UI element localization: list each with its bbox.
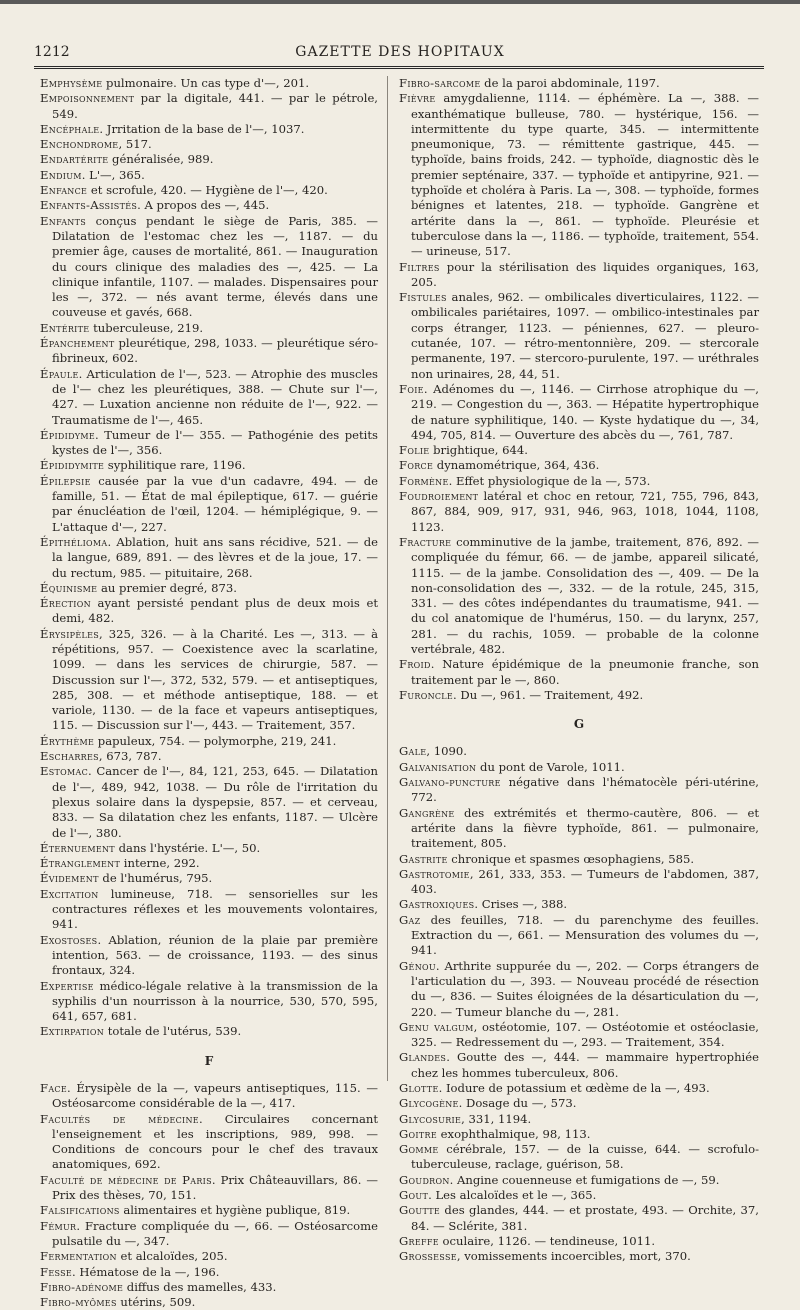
index-references: . Iodure de potassium et œdème de la —, 493.	[438, 1081, 710, 1095]
index-term: Épididymite	[40, 458, 105, 473]
index-term: Gaz	[399, 912, 421, 927]
index-references: . Nature épidémique de la pneumonie franche, son traitement par le —, 860.	[411, 657, 759, 687]
index-references: pour la stérilisation des liquides organiques, 163, 205.	[411, 259, 759, 289]
index-references: diffus des mamelles, 433.	[123, 1279, 277, 1294]
index-references: . Ablation, huit ans sans récidive, 521. — de la langue, 689, 891. — des lèvres et de la joue, 17. — du rectum, 985. — pituitaire, 268.	[52, 534, 378, 580]
index-references: . Fracture compliquée du —, 66. — Ostéosarcome pulsatile du —, 347.	[52, 1218, 378, 1248]
index-entry	[399, 1020, 759, 1051]
index-term: Glotte	[399, 1081, 439, 1095]
index-entry	[40, 887, 378, 933]
index-entry	[40, 764, 378, 840]
index-entry	[399, 744, 759, 759]
index-references: par la digitale, 441. — par le pétrole, 549.	[52, 91, 378, 121]
index-entry	[40, 1173, 378, 1204]
index-references: négative dans l'hématocèle péri-utérine, 772.	[411, 775, 759, 805]
index-entry	[399, 1050, 759, 1081]
index-entry	[40, 321, 378, 336]
index-entry	[399, 1142, 759, 1173]
index-entry	[399, 76, 759, 91]
index-references: médico-légale relative à la transmission de la syphilis d'un nourrisson à la nourrice, 530, 570, 595, 641, 657, 681.	[52, 978, 378, 1024]
index-term: Estomac	[40, 764, 89, 779]
index-entry	[399, 913, 759, 959]
index-references: utérins, 509.	[116, 1295, 196, 1310]
index-references: alimentaires et hygiène publique, 819.	[119, 1203, 351, 1218]
index-entry	[40, 979, 378, 1025]
index-references: , ostéotomie, 107. — Ostéotomie et ostéoclasie, 325. — Redressement du —, 293. — Traitement, 354.	[411, 1019, 759, 1050]
index-references: , 261, 333, 353. — Tumeurs de l'abdomen, 387, 403.	[411, 866, 759, 897]
index-term: Greffe	[399, 1233, 439, 1248]
index-term: Genu valgum	[399, 1019, 474, 1034]
index-term: Épanchement	[40, 336, 115, 351]
index-references: , 325, 326. — à la Charité. Les —, 313. — à répétitions, 957. — Coexistence avec la scarlatine, 1099. — dans les services de chirurgie, 587. — Discussion sur l'—, 372, 532, 579. — et antiseptiques, 285, 308. — et méthode antiseptique, 188. — et variole, 1130. — de la face et vapeurs antiseptiques, 115. — Discussion sur l'—, 443. — Traitement, 357.	[52, 626, 378, 733]
index-entry	[399, 1234, 759, 1249]
index-term: Excitation	[40, 886, 99, 901]
index-entry	[40, 841, 378, 856]
letter-heading: G	[573, 717, 585, 732]
index-term: Enfance	[40, 183, 88, 198]
index-entry	[399, 489, 759, 535]
index-entry	[399, 657, 759, 688]
index-term: Filtres	[399, 259, 440, 274]
index-references: oculaire, 1126. — tendineuse, 1011.	[438, 1233, 656, 1248]
index-references: . Angine couenneuse et fumigations de —, 59.	[449, 1172, 720, 1187]
index-entry	[399, 1173, 759, 1188]
index-references: papuleux, 754. — polymorphe, 219, 241.	[94, 733, 337, 748]
index-term: Glycogène	[399, 1096, 459, 1111]
index-entry	[40, 1249, 378, 1264]
index-references: et alcaloïdes, 205.	[116, 1249, 228, 1264]
index-references: conçus pendant le siège de Paris, 385. — Dilatation de l'estomac chez les —, 1187. — du premier âge, causes de mortalité, 861. — Inauguration du cours clinique des maladies des —, 425. — La clinique infantile, 1107. — malades. Dispensaires pour les —, 372. — nés avant terme, élevés dans une couveuse et gavés, 668.	[52, 213, 378, 320]
index-references: de la paroi abdominale, 1197.	[480, 76, 660, 90]
index-references: . Les alcaloïdes et le —, 365.	[428, 1188, 597, 1203]
index-term: Fibro-myômes	[40, 1295, 117, 1310]
index-term: Équinisme	[40, 580, 98, 595]
index-entry	[40, 856, 378, 871]
index-term: Gomme	[399, 1142, 439, 1157]
index-term: Gangrène	[399, 805, 455, 820]
index-references: dans l'hystérie. L'—, 50.	[114, 840, 261, 855]
index-entry	[40, 214, 378, 321]
index-references: latéral et choc en retour, 721, 755, 796, 843, 867, 884, 909, 917, 931, 946, 963, 1018, 1044, 1108, 1123.	[411, 489, 759, 534]
right-column	[399, 76, 759, 1265]
index-term: Érysipèles	[40, 626, 100, 641]
index-term: Encéphale	[40, 121, 100, 136]
index-entry	[399, 867, 759, 898]
index-entry	[40, 596, 378, 627]
index-term: Grossesse	[399, 1249, 457, 1264]
index-entry	[399, 1249, 759, 1264]
index-term: Gale	[399, 744, 427, 759]
index-entry	[40, 137, 378, 152]
index-references: , 517.	[118, 137, 152, 152]
index-references: . Prix Châteauvillars, 86. — Prix des thèses, 70, 151.	[52, 1172, 378, 1203]
index-entry	[399, 897, 759, 912]
index-term: Exostoses	[40, 932, 98, 947]
index-term: Foudroiement	[399, 489, 479, 504]
index-references: . Articulation de l'—, 523. — Atrophie des muscles de l'— chez les pleurétiques, 388. — Chute sur l'—, 427. — Luxation ancienne non réduite de l'—, 922. — Traumatisme de l'—, 465.	[52, 366, 378, 427]
index-references: pulmonaire. Un cas type d'—, 201.	[102, 76, 310, 90]
index-references: cérébrale, 157. — de la cuisse, 644. — scrofulo-tuberculeuse, raclage, guérison, 58.	[411, 1142, 759, 1172]
index-term: Gout	[399, 1188, 429, 1203]
index-term: Facultés de médecine	[40, 1111, 199, 1126]
index-references: . A propos des —, 445.	[137, 198, 270, 213]
index-references: syphilitique rare, 1196.	[104, 458, 246, 473]
index-references: du pont de Varole, 1011.	[476, 759, 625, 774]
index-references: , 331, 1194.	[461, 1111, 532, 1126]
index-term: Érection	[40, 596, 91, 611]
index-term: Fermentation	[40, 1249, 117, 1264]
index-entry	[399, 535, 759, 657]
index-references: tuberculeuse, 219.	[89, 320, 204, 335]
index-references: . Tumeur de l'— 355. — Pathogénie des petits kystes de l'—, 356.	[52, 427, 378, 458]
index-entry	[40, 1265, 378, 1280]
index-entry	[399, 458, 759, 473]
index-term: Génou	[399, 958, 436, 973]
left-column	[40, 76, 378, 1310]
index-entry	[40, 1081, 378, 1112]
index-entry	[40, 198, 378, 213]
index-references: , 673, 787.	[98, 749, 162, 764]
index-term: Fièvre	[399, 91, 436, 106]
index-term: Épilepsie	[40, 473, 91, 488]
index-entry	[40, 627, 378, 734]
index-entry	[40, 458, 378, 473]
index-entry	[399, 474, 759, 489]
index-term: Folie	[399, 443, 430, 458]
index-term: Fesse	[40, 1264, 73, 1279]
index-references: exophthalmique, 98, 113.	[436, 1126, 591, 1141]
index-term: Emphysème	[40, 76, 103, 90]
index-references: . Érysipèle de la —, vapeurs antiseptiques, 115. — Ostéosarcome considérable de la —, 417.	[52, 1081, 378, 1111]
index-term: Falsifications	[40, 1203, 120, 1218]
index-entry	[40, 1295, 378, 1310]
index-entry	[40, 474, 378, 535]
index-entry	[40, 1280, 378, 1295]
index-term: Glycosurie	[399, 1111, 462, 1126]
index-entry	[40, 1112, 378, 1173]
index-references: . Ablation, réunion de la plaie par première intention, 563. — de croissance, 1193. — des sinus frontaux, 324.	[52, 932, 378, 978]
index-references: , 1090.	[426, 744, 467, 759]
index-term: Évidement	[40, 871, 99, 886]
index-term: Endium	[40, 167, 82, 182]
index-entry	[399, 1203, 759, 1234]
index-entry	[40, 428, 378, 459]
index-entry	[40, 76, 378, 91]
index-references: au premier degré, 873.	[97, 580, 237, 595]
index-term: Épididyme	[40, 427, 96, 442]
index-references: . Effet physiologique de la —, 573.	[448, 473, 651, 488]
index-entry	[399, 1096, 759, 1111]
index-term: Furoncle	[399, 687, 454, 702]
index-references: comminutive de la jambe, traitement, 876, 892. — compliquée du fémur, 66. — de jambe, appareil silicaté, 1115. — de la jambe. Consolidation des —, 409. — De la non-consolidation des —, 332. — de la rotule, 245, 315, 331. — des côtes indépendantes du traumatisme, 941. — du col anatomique de l'humérus, 150. — du larynx, 257, 281. — du rachis, 1059. — probable de la colonne vertébrale, 482.	[411, 534, 759, 656]
index-references: . Goutte des —, 444. — mammaire hypertrophiée chez les hommes tuberculeux, 806.	[411, 1050, 759, 1080]
index-term: Épithélioma	[40, 534, 108, 549]
index-term: Fistules	[399, 290, 447, 305]
index-references: anales, 962. — ombilicales diverticulaires, 1122. — ombilicales pariétaires, 1097. — ombilico-intestinales par corps étranger, 1123. — péniennes, 627. — pleuro-cutanée, 107. — rétro-mentonnière, 209. — stercorale permanente, 197. — stercoro-purulente, 197. — uréthrales non urinaires, 28, 44, 51.	[411, 290, 759, 381]
index-references: . Crises —, 388.	[474, 897, 568, 912]
index-term: Goitre	[399, 1126, 437, 1141]
index-term: Entérite	[40, 320, 90, 335]
index-term: Expertise	[40, 978, 94, 993]
index-references: . Jrritation de la base de l'—, 1037.	[99, 121, 305, 136]
index-references: lumineuse, 718. — sensorielles sur les contractures réflexes et les mouvements volontaires, 941.	[52, 886, 378, 932]
index-term: Formène	[399, 473, 449, 488]
index-entry	[40, 871, 378, 886]
index-entry	[399, 775, 759, 806]
index-references: interne, 292.	[120, 856, 200, 871]
index-references: . Adénomes du —, 1146. — Cirrhose atrophique du —, 219. — Congestion du —, 363. — Hépatite hypertrophique de nature syphilitique, 140. — Kyste hydatique du —, 34, 494, 705, 814. — Ouverture des abcès du —, 761, 787.	[411, 381, 759, 442]
index-entry	[399, 443, 759, 458]
index-entry	[399, 91, 759, 259]
index-references: causée par la vue d'un cadavre, 494. — de famille, 51. — État de mal épileptique, 617. — guérie par énucléation de l'œil, 1204. — hémiplégique, 9. — L'attaque d'—, 227.	[52, 473, 378, 534]
index-term: Fibro-sarcome	[399, 76, 481, 90]
page-number: 1212	[34, 44, 70, 60]
index-references: amygdalienne, 1114. — éphémère. La —, 388. — exanthématique bulleuse, 780. — hystérique, 156. — intermittente du type quarte, 345. — intermittente pneumonique, 73. — rémittente gastrique, 445. — typhoïde, bains froids, 242. — typhoïde, diagnostic dès le premier septénaire, 337. — typhoïde et antipyrine, 921. — typhoïde et choléra à Paris. La —, 308. — typhoïde, formes bénignes et latentes, 218. — typhoïde. Gangrène et artérite dans la —, 861. — typhoïde. Pleurésie et tuberculose dans la —, 1186. — typhoïde, traitement, 554. — urineuse, 517.	[411, 91, 759, 259]
index-entry	[40, 367, 378, 428]
index-entry	[399, 290, 759, 382]
index-entry	[399, 760, 759, 775]
index-term: Galvano-puncture	[399, 775, 501, 790]
index-references: . Cancer de l'—, 84, 121, 253, 645. — Dilatation de l'—, 489, 942, 1038. — Du rôle de l'irritation du plexus solaire dans la dyspepsie, 857. — et cerveau, 833. — Sa dilatation chez les enfants, 1187. — Ulcère de l'—, 380.	[52, 764, 378, 840]
index-term: Froid	[399, 657, 431, 672]
index-entry	[399, 382, 759, 443]
index-term: Goudron	[399, 1172, 450, 1187]
index-term: Galvanisation	[399, 759, 477, 774]
running-title: GAZETTE DES HOPITAUX	[295, 44, 505, 60]
index-entry	[40, 933, 378, 979]
index-term: Escharres	[40, 749, 99, 764]
index-term: Fracture	[399, 534, 452, 549]
index-entry	[40, 581, 378, 596]
index-entry	[399, 1081, 759, 1096]
header-rule	[34, 66, 764, 71]
index-term: Étranglement	[40, 856, 121, 871]
index-term: Fémur	[40, 1218, 77, 1233]
index-entry	[399, 1188, 759, 1203]
index-entry	[40, 1219, 378, 1250]
index-references: des glandes, 444. — et prostate, 493. — Orchite, 37, 84. — Sclérite, 381.	[411, 1203, 759, 1233]
index-entry	[40, 152, 378, 167]
index-references: généralisée, 989.	[108, 152, 214, 167]
index-term: Force	[399, 458, 434, 473]
index-references: des feuilles, 718. — du parenchyme des feuilles. Extraction du —, 661. — Mensuration des volumes du —, 941.	[411, 912, 759, 958]
index-entry	[40, 1024, 378, 1039]
index-references: chronique et spasmes œsophagiens, 585.	[447, 851, 695, 866]
index-references: et scrofule, 420. — Hygiène de l'—, 420.	[87, 183, 328, 198]
index-references: des extrémités et thermo-cautère, 806. — et artérite dans la fièvre typhoïde, 861. — pulmonaire, traitement, 805.	[411, 805, 759, 851]
index-references: pleurétique, 298, 1033. — pleurétique séro-fibrineux, 602.	[52, 336, 378, 366]
index-entry	[399, 959, 759, 1020]
index-references: , vomissements incoercibles, mort, 370.	[456, 1249, 691, 1264]
index-term: Enfants-Assistés	[40, 198, 138, 213]
index-entry	[40, 183, 378, 198]
index-references: dynamométrique, 364, 436.	[433, 458, 600, 473]
index-term: Enchondrome	[40, 137, 119, 152]
column-divider	[387, 76, 388, 1081]
index-references: . Circulaires concernant l'enseignement et les inscriptions, 989, 998. — Conditions de concours pour le chef des travaux anatomiques, 692.	[52, 1111, 378, 1172]
index-references: brightique, 644.	[429, 443, 528, 458]
index-term: Gastrotomie	[399, 866, 470, 881]
index-references: ayant persisté pendant plus de deux mois et demi, 482.	[52, 596, 378, 626]
index-entry	[399, 852, 759, 867]
index-term: Endartérite	[40, 152, 109, 167]
index-term: Faculté de médecine de Paris	[40, 1172, 212, 1187]
index-entry	[40, 91, 378, 122]
index-term: Goutte	[399, 1203, 441, 1218]
letter-heading: F	[204, 1053, 214, 1068]
index-term: Fibro-adénome	[40, 1279, 124, 1294]
index-references: . Hématose de la —, 196.	[72, 1264, 220, 1279]
index-entry	[40, 122, 378, 137]
index-term: Foie	[399, 381, 424, 396]
index-references: . Arthrite suppurée du —, 202. — Corps étrangers de l'articulation du —, 393. — Nouveau procédé de résection du —, 836. — Suites éloignées de la désarticulation du —, 220. — Tumeur blanche du —, 281.	[411, 958, 759, 1019]
index-references: de l'humérus, 795.	[98, 871, 213, 886]
index-term: Gastroxiques	[399, 897, 475, 912]
index-entry	[40, 535, 378, 581]
index-references: . Du —, 961. — Traitement, 492.	[453, 687, 644, 702]
index-entry	[399, 806, 759, 852]
index-entry	[40, 336, 378, 367]
index-term: Extirpation	[40, 1024, 105, 1039]
index-term: Éternuement	[40, 840, 115, 855]
index-references: . L'—, 365.	[81, 167, 145, 182]
index-references: totale de l'utérus, 539.	[104, 1024, 242, 1039]
page-top-edge	[0, 0, 800, 4]
index-term: Glandes	[399, 1050, 447, 1065]
index-term: Face	[40, 1081, 67, 1095]
index-term: Enfants	[40, 213, 87, 228]
index-entry	[399, 1112, 759, 1127]
index-entry	[399, 688, 759, 703]
index-entry	[40, 734, 378, 749]
index-term: Gastrite	[399, 851, 448, 866]
index-term: Épaule	[40, 366, 79, 381]
index-term: Érythème	[40, 733, 95, 748]
index-term: Empoisonnement	[40, 91, 135, 106]
index-references: . Dosage du —, 573.	[458, 1096, 577, 1111]
index-entry	[399, 1127, 759, 1142]
index-entry	[40, 168, 378, 183]
index-entry	[399, 260, 759, 291]
index-entry	[40, 749, 378, 764]
index-entry	[40, 1203, 378, 1218]
